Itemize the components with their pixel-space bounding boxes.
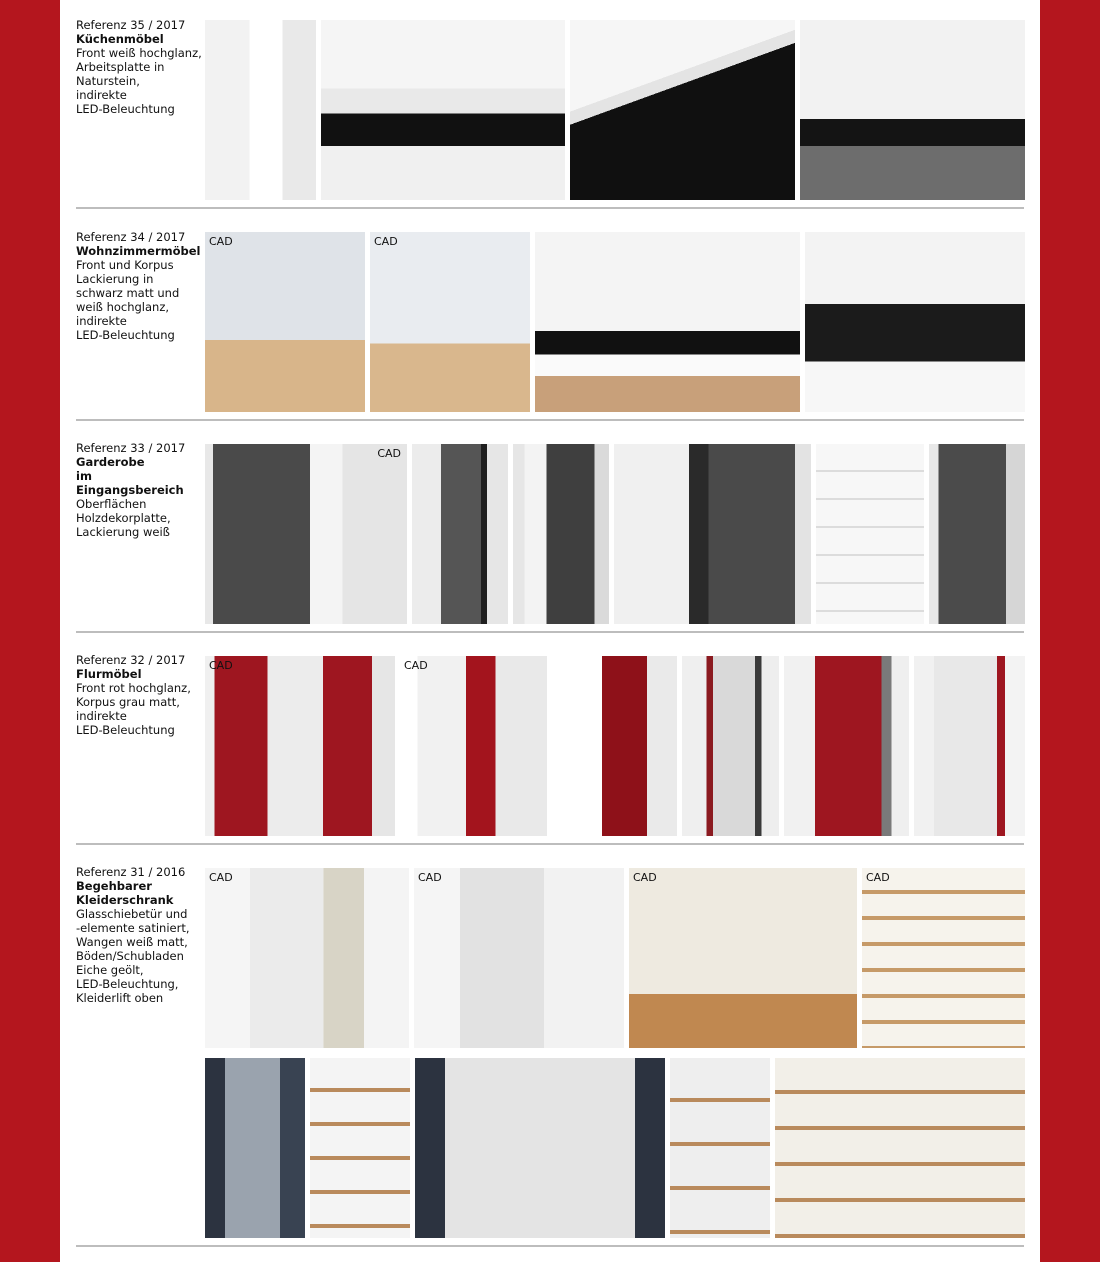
walkin-photo-8[interactable] [670,1058,770,1238]
kitchen-photo-4[interactable] [800,20,1025,200]
cad-label: CAD [633,871,657,884]
reference-title: Wohnzimmermöbel [76,244,201,258]
walkin-photo-7[interactable] [415,1058,665,1238]
hallway-photo-4[interactable] [682,656,779,836]
cad-label: CAD [209,235,233,248]
cad-label: CAD [866,871,890,884]
cloakroom-photo-4[interactable] [614,444,811,624]
cad-label: CAD [418,871,442,884]
living-photo-2[interactable] [370,232,530,412]
living-photo-3[interactable] [535,232,800,412]
walkin-photo-9[interactable] [775,1058,1025,1238]
cloakroom-photo-3[interactable] [513,444,609,624]
cloakroom-photo-5[interactable] [816,444,924,624]
walkin-photo-2[interactable] [414,868,624,1048]
cloakroom-photo-6[interactable] [929,444,1025,624]
reference-title: Garderobe im Eingangsbereich [76,455,184,497]
walkin-photo-3[interactable] [629,868,857,1048]
cad-label: CAD [209,871,233,884]
reference-description: Front weiß hochglanz, Arbeitsplatte in Naturstein, indirekte LED-Beleuchtung [76,46,202,116]
reference-32-text [76,653,202,737]
reference-number: Referenz 31 / 2016 [76,865,186,879]
walkin-photo-4[interactable] [862,868,1025,1048]
living-photo-4[interactable] [805,232,1025,412]
reference-number: Referenz 35 / 2017 [76,18,186,32]
divider [76,419,1024,421]
cad-label: CAD [374,235,398,248]
reference-title: Begehbarer Kleiderschrank [76,879,174,907]
reference-description: Front rot hochglanz, Korpus grau matt, indirekte LED-Beleuchtung [76,681,191,737]
reference-title: Flurmöbel [76,667,142,681]
walkin-photo-1[interactable] [205,868,409,1048]
divider [76,631,1024,633]
hallway-photo-3[interactable] [552,656,677,836]
reference-description: Oberflächen Holzdekorplatte, Lackierung weiß [76,497,171,539]
cloakroom-photo-1[interactable] [205,444,407,624]
hallway-photo-6[interactable] [914,656,1025,836]
cad-label: CAD [377,447,401,460]
reference-number: Referenz 34 / 2017 [76,230,186,244]
reference-description: Glasschiebetür und -elemente satiniert, Wangen weiß matt, Böden/Schubladen Eiche geölt, LED-Beleuchtung, Kleiderlift oben [76,907,190,1005]
reference-31-text [76,865,202,1005]
kitchen-photo-1[interactable] [205,20,316,200]
cloakroom-photo-2[interactable] [412,444,508,624]
divider [76,1245,1024,1247]
hallway-photo-1[interactable] [205,656,395,836]
kitchen-photo-3[interactable] [570,20,795,200]
content-page [60,0,1040,1262]
cad-label: CAD [404,659,428,672]
divider [76,843,1024,845]
walkin-photo-5[interactable] [205,1058,305,1238]
cad-label: CAD [209,659,233,672]
reference-number: Referenz 32 / 2017 [76,653,186,667]
hallway-photo-5[interactable] [784,656,909,836]
hallway-photo-2[interactable] [400,656,547,836]
reference-34-text [76,230,202,342]
divider [76,207,1024,209]
reference-33-text [76,441,202,539]
kitchen-photo-2[interactable] [321,20,565,200]
walkin-photo-6[interactable] [310,1058,410,1238]
reference-title: Küchenmöbel [76,32,164,46]
reference-35-text [76,18,202,116]
living-photo-1[interactable] [205,232,365,412]
reference-number: Referenz 33 / 2017 [76,441,186,455]
reference-description: Front und Korpus Lackierung in schwarz matt und weiß hochglanz, indirekte LED-Beleuchtung [76,258,180,342]
